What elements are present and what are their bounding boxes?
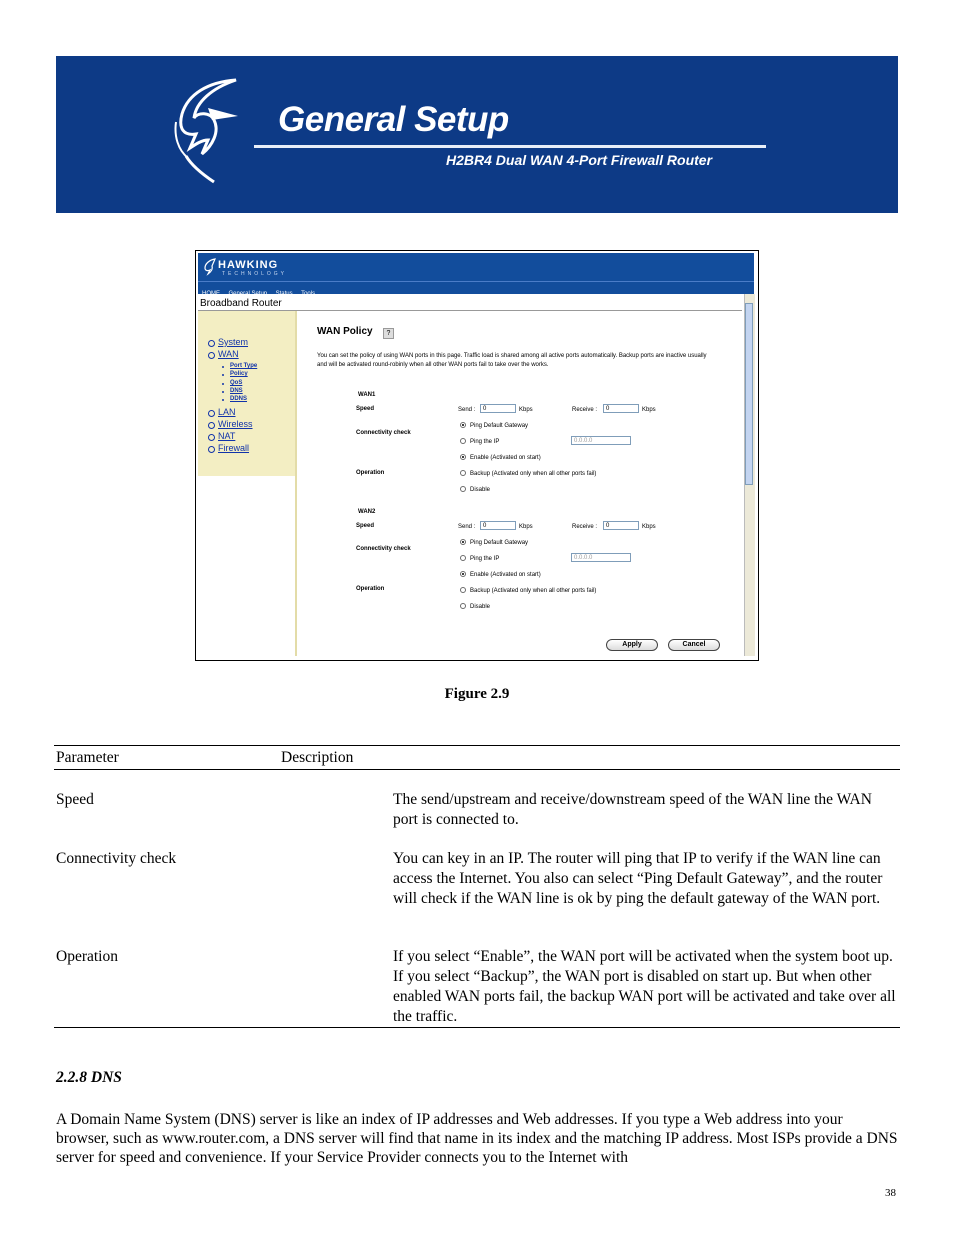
sidebar-item-wan[interactable]: WAN: [218, 349, 239, 359]
wan1-radio-ping-ip[interactable]: [460, 438, 466, 444]
wan1-receive-label: Receive :: [572, 407, 598, 413]
wan1-enable-label: Enable (Activated on start): [470, 455, 541, 461]
wan2-radio-enable[interactable]: [460, 571, 466, 577]
nav-home[interactable]: HOME: [202, 291, 220, 297]
banner-rule: [254, 145, 766, 148]
wan1-ping-gateway-label: Ping Default Gateway: [470, 423, 529, 429]
wan1-send-label: Send :: [458, 407, 476, 413]
wan2-send-label: Send :: [458, 524, 476, 530]
circle-icon: [208, 446, 215, 453]
wan1-ip-input[interactable]: 0.0.0.0: [571, 436, 631, 445]
circle-icon: [208, 340, 215, 347]
sidebar-sub-port-type[interactable]: Port Type: [230, 363, 258, 369]
wan2-receive-label: Receive :: [572, 524, 598, 530]
wan1-check-label: Connectivity check: [356, 430, 411, 436]
wan2-disable-label: Disable: [470, 604, 491, 610]
circle-icon: [208, 352, 215, 359]
wan1-ping-ip-label: Ping the IP: [470, 439, 500, 445]
wan2-heading: WAN2: [358, 509, 376, 515]
row-param-speed: Speed: [56, 791, 94, 808]
table-bottom-rule: [54, 1027, 900, 1028]
wan1-heading: WAN1: [358, 392, 376, 398]
bullet-icon: [222, 366, 224, 368]
wan2-radio-backup[interactable]: [460, 587, 466, 593]
bullet-icon: [222, 399, 224, 401]
sidebar-divider: [295, 311, 297, 656]
wan2-radio-ping-ip[interactable]: [460, 555, 466, 561]
banner-subtitle: H2BR4 Dual WAN 4-Port Firewall Router: [446, 152, 713, 168]
wan1-send-unit: Kbps: [519, 407, 533, 413]
wan2-speed-label: Speed: [356, 523, 375, 529]
hawk-logo-icon: [203, 257, 217, 277]
wan2-ip-input[interactable]: 0.0.0.0: [571, 553, 631, 562]
brand-name: HAWKING: [218, 259, 279, 271]
sidebar-item-system[interactable]: System: [218, 337, 249, 347]
page-title: WAN Policy: [317, 326, 373, 337]
nav-status[interactable]: Status: [275, 291, 293, 297]
breadcrumb: [198, 294, 742, 311]
brand-subtitle: TECHNOLOGY: [222, 271, 288, 277]
intro-text: You can set the policy of using WAN ports in this page. Traffic load is shared among all active ports automatically. Backup ports are inactive usually and will be activated round-robinly when all other WAN ports fail to take over the works.: [317, 353, 707, 368]
scrollbar-thumb[interactable]: [745, 303, 753, 485]
wan1-radio-enable[interactable]: [460, 454, 466, 460]
circle-icon: [208, 434, 215, 441]
wan1-send-input[interactable]: 0: [480, 404, 516, 413]
wan2-radio-ping-gateway[interactable]: [460, 539, 466, 545]
circle-icon: [208, 410, 215, 417]
sidebar-sub-ddns[interactable]: DDNS: [230, 396, 248, 402]
wan2-receive-unit: Kbps: [642, 524, 656, 530]
bullet-icon: [222, 391, 224, 393]
sidebar: [198, 311, 295, 476]
wan1-receive-unit: Kbps: [642, 407, 656, 413]
router-header: [198, 253, 754, 281]
sidebar-item-wireless[interactable]: Wireless: [218, 419, 253, 429]
wan1-disable-label: Disable: [470, 487, 491, 493]
sidebar-item-nat[interactable]: NAT: [218, 431, 236, 441]
cancel-button[interactable]: Cancel: [668, 639, 720, 651]
wan1-radio-ping-gateway[interactable]: [460, 422, 466, 428]
router-screenshot: [195, 250, 759, 661]
circle-icon: [208, 422, 215, 429]
top-nav: [198, 281, 754, 297]
wan2-enable-label: Enable (Activated on start): [470, 572, 541, 578]
apply-button[interactable]: Apply: [606, 639, 658, 651]
table-header-description: Description: [281, 749, 354, 766]
wan1-operation-label: Operation: [356, 470, 385, 476]
breadcrumb-text: Broadband Router: [200, 298, 282, 309]
header-banner: [56, 56, 898, 213]
table-header-rule: [54, 769, 900, 770]
row-param-operation: Operation: [56, 948, 118, 965]
wan1-backup-label: Backup (Activated only when all other ports fail): [470, 471, 597, 477]
wan2-send-input[interactable]: 0: [480, 521, 516, 530]
page-number: 38: [885, 1187, 896, 1199]
body-paragraph: A Domain Name System (DNS) server is like an index of IP addresses and Web addresses. If you type a Web address into your browser, such as www.router.com, a DNS server will find that name in its index and the matching IP address. Most ISPs provide a DNS server for speed and convenience. If your Service Provider connects you to the Internet with: [56, 1111, 898, 1167]
wan2-operation-label: Operation: [356, 586, 385, 592]
sidebar-sub-qos[interactable]: QoS: [230, 380, 243, 386]
sidebar-item-lan[interactable]: LAN: [218, 407, 236, 417]
wan2-receive-input[interactable]: 0: [603, 521, 639, 530]
hawk-icon: [168, 74, 248, 189]
wan1-speed-label: Speed: [356, 406, 375, 412]
table-header-parameter: Parameter: [56, 749, 119, 766]
wan2-radio-disable[interactable]: [460, 603, 466, 609]
row-desc-connectivity: You can key in an IP. The router will ping that IP to verify if the WAN line can access the Internet. You also can select “Ping Default Gateway”, and the router will check if the WAN line is ok by ping the default gateway of the WAN port.: [393, 850, 883, 907]
sidebar-sub-dns[interactable]: DNS: [230, 388, 243, 394]
sidebar-item-firewall[interactable]: Firewall: [218, 443, 250, 453]
wan2-ping-ip-label: Ping the IP: [470, 556, 500, 562]
wan2-ping-gateway-label: Ping Default Gateway: [470, 540, 529, 546]
table-top-rule: [54, 745, 900, 746]
wan1-radio-disable[interactable]: [460, 486, 466, 492]
wan1-receive-input[interactable]: 0: [603, 404, 639, 413]
banner-title: General Setup: [278, 100, 509, 139]
wan2-send-unit: Kbps: [519, 524, 533, 530]
nav-general-setup[interactable]: General Setup: [228, 291, 268, 297]
row-desc-operation: If you select “Enable”, the WAN port will be activated when the system boot up. If you select “Backup”, the WAN port is disabled on start up. But when other enabled WAN ports fail, the backup WAN port will be activated and take over all the traffic.: [393, 948, 896, 1025]
row-param-connectivity: Connectivity check: [56, 850, 177, 867]
nav-tools[interactable]: Tools: [301, 291, 316, 297]
row-desc-speed: The send/upstream and receive/downstream speed of the WAN line the WAN port is connected to.: [393, 791, 872, 828]
help-icon[interactable]: ?: [383, 328, 394, 339]
wan2-backup-label: Backup (Activated only when all other ports fail): [470, 588, 597, 594]
bullet-icon: [222, 374, 224, 376]
sidebar-sub-policy[interactable]: Policy: [230, 371, 248, 377]
figure-caption: Figure 2.9: [444, 686, 510, 702]
section-heading: 2.2.8 DNS: [56, 1069, 122, 1086]
wan1-radio-backup[interactable]: [460, 470, 466, 476]
wan2-check-label: Connectivity check: [356, 546, 411, 552]
bullet-icon: [222, 383, 224, 385]
